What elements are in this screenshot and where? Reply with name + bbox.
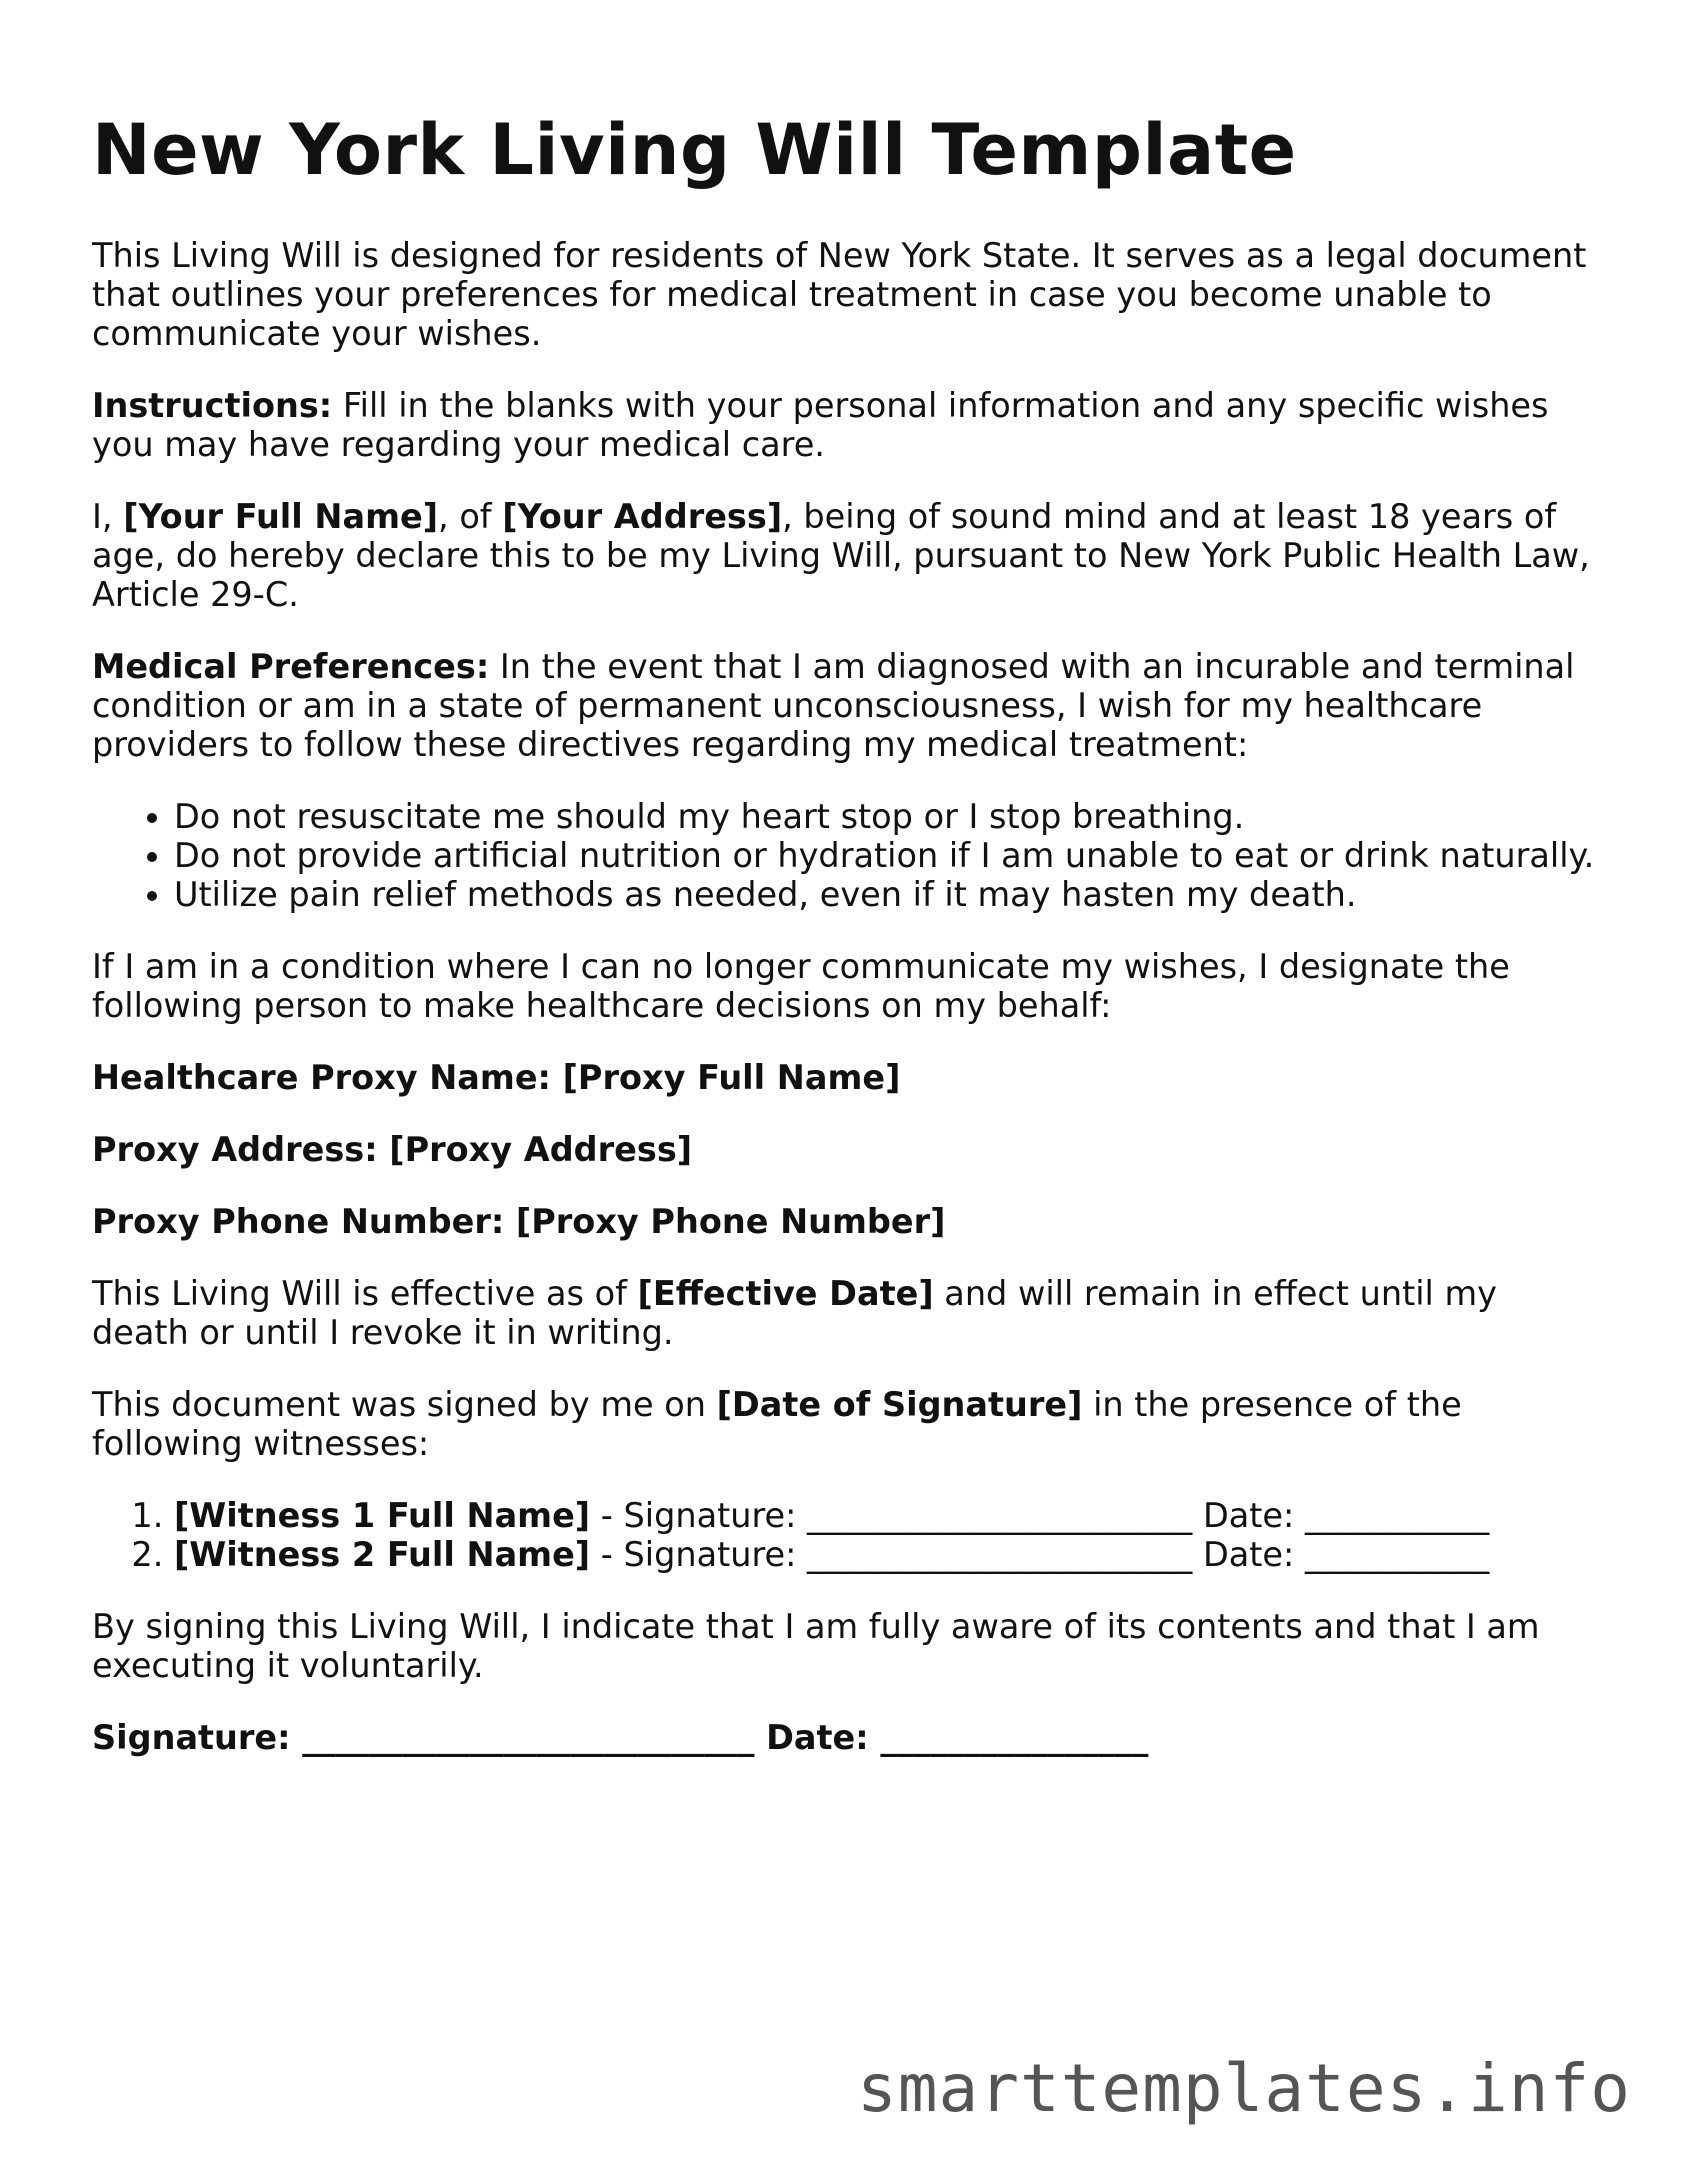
signature-date-placeholder: [Date of Signature] xyxy=(716,1384,1083,1424)
declaration-suffix: , being of sound mind and at least 18 years of age, do hereby declare this to be my Living Will, pursuant to New York Public Health Law, Article 29-C. xyxy=(92,496,1590,614)
instructions-paragraph xyxy=(92,386,1602,464)
proxy-phone-line xyxy=(92,1202,1602,1241)
page-title: New York Living Will Template xyxy=(92,109,1297,191)
witness-signature-fields: - Signature: _______________________ Date: ___________ xyxy=(590,1495,1490,1535)
acknowledgement-paragraph: By signing this Living Will, I indicate that I am fully aware of its contents and that I am executing it voluntarily. xyxy=(92,1606,1540,1685)
document-page xyxy=(92,110,1602,1790)
medical-preferences-text: In the event that I am diagnosed with an incurable and terminal condition or am in a state of permanent unconsciousness, I wish for my healthcare providers to follow these directives regarding my medical treatment: xyxy=(92,646,1575,764)
witness-item xyxy=(174,1496,1602,1535)
signed-prefix: This document was signed by me on xyxy=(92,1384,717,1424)
full-name-placeholder: [Your Full Name] xyxy=(123,496,439,536)
directive-item: • Do not resuscitate me should my heart stop or I stop breathing. xyxy=(174,797,1602,836)
signature-line-text: Signature: ___________________________ Date: ________________ xyxy=(92,1717,1149,1757)
declaration-prefix: I, xyxy=(92,496,124,536)
witness-list xyxy=(92,1496,1602,1574)
proxy-address-line xyxy=(92,1130,1602,1169)
instructions-label: Instructions: xyxy=(92,385,333,425)
proxy-intro-paragraph: If I am in a condition where I can no longer communicate my wishes, I designate the following person to make healthcare decisions on my behalf: xyxy=(92,946,1510,1025)
effective-prefix: This Living Will is effective as of xyxy=(92,1273,638,1313)
signed-suffix: in the presence of the following witnesses: xyxy=(92,1384,1462,1463)
signed-paragraph xyxy=(92,1385,1602,1463)
witness-item xyxy=(174,1535,1602,1574)
watermark: smarttemplates.info xyxy=(857,2050,1631,2127)
witness-signature-fields: - Signature: _______________________ Date: ___________ xyxy=(590,1534,1490,1574)
intro-paragraph: This Living Will is designed for residents of New York State. It serves as a legal document that outlines your preferences for medical treatment in case you become unable to communicate your wishes. xyxy=(92,235,1587,353)
proxy-name-line xyxy=(92,1058,1602,1097)
witness-name: [Witness 1 Full Name] xyxy=(174,1495,591,1535)
directive-item: • Utilize pain relief methods as needed, even if it may hasten my death. xyxy=(174,875,1602,914)
medical-preferences-paragraph xyxy=(92,647,1602,764)
directive-item: • Do not provide artificial nutrition or hydration if I am unable to eat or drink naturally. xyxy=(174,836,1602,875)
proxy-phone-text: Proxy Phone Number: [Proxy Phone Number] xyxy=(92,1201,946,1241)
medical-preferences-label: Medical Preferences: xyxy=(92,646,490,686)
effective-date-placeholder: [Effective Date] xyxy=(637,1273,934,1313)
proxy-address-text: Proxy Address: [Proxy Address] xyxy=(92,1129,693,1169)
address-placeholder: [Your Address] xyxy=(502,496,783,536)
effective-suffix: and will remain in effect until my death or until I revoke it in writing. xyxy=(92,1273,1497,1352)
effective-date-paragraph xyxy=(92,1274,1602,1352)
declaration-paragraph xyxy=(92,497,1602,614)
proxy-name-text: Healthcare Proxy Name: [Proxy Full Name] xyxy=(92,1057,901,1097)
declaration-mid: , of xyxy=(438,496,503,536)
instructions-text: Fill in the blanks with your personal information and any specific wishes you may have regarding your medical care. xyxy=(92,385,1549,464)
directives-list xyxy=(92,797,1602,914)
witness-name: [Witness 2 Full Name] xyxy=(174,1534,591,1574)
signature-line xyxy=(92,1718,1602,1757)
